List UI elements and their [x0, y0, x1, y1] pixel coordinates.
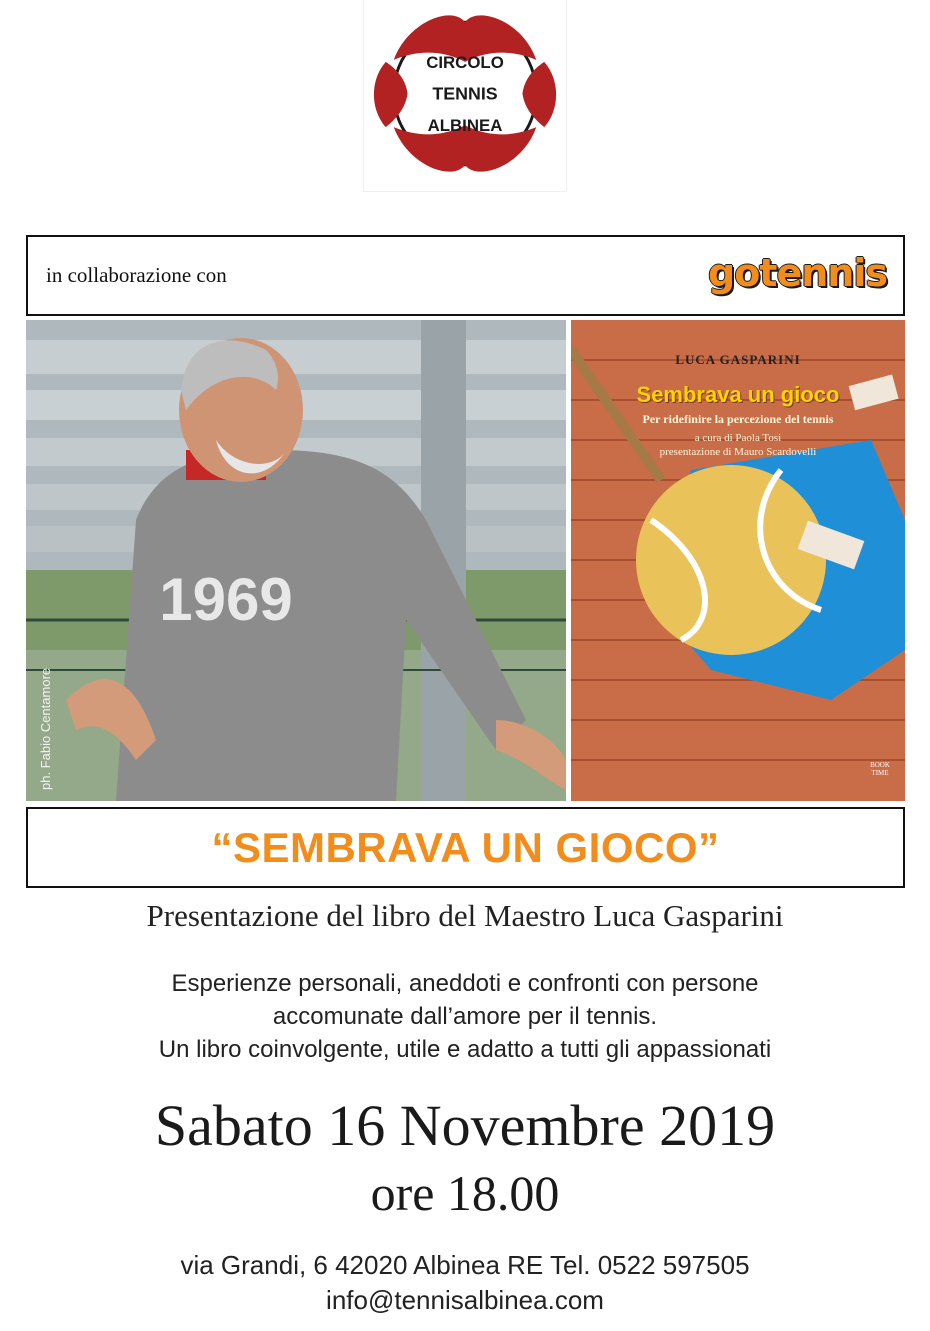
author-photo-illustration-icon: [26, 320, 566, 801]
event-time: ore 18.00: [370, 1165, 560, 1221]
photo-credit: ph. Fabio Centamore: [38, 667, 53, 790]
description-line-1: Esperienze personali, aneddoti e confronti con persone: [171, 970, 759, 997]
tennis-ball-logo-icon: [364, 0, 566, 191]
description-line-2: accomunate dall’amore per il tennis.: [272, 1003, 658, 1030]
contact-email[interactable]: info@tennisalbinea.com: [326, 1285, 604, 1315]
cover-foreword: presentazione di Mauro Scardovelli: [659, 446, 817, 458]
logo-text-circolo: CIRCOLO: [426, 52, 504, 72]
event-subtitle: Presentazione del libro del Maestro Luca Gasparini: [146, 898, 784, 933]
club-logo: [363, 0, 567, 192]
gotennis-logo: gotennis: [708, 251, 887, 295]
event-address: via Grandi, 6 42020 Albinea RE Tel. 0522 597505: [180, 1250, 750, 1280]
sweater-text: 1969: [159, 566, 293, 633]
cover-author: LUCA GASPARINI: [675, 352, 801, 367]
logo-text-tennis: TENNIS: [432, 83, 498, 104]
cover-subtitle: Per ridefinire la percezione del tennis: [642, 412, 834, 426]
event-title: “SEMBRAVA UN GIOCO”: [211, 823, 720, 871]
author-photo: [26, 320, 566, 801]
cover-title: Sembrava un gioco: [636, 382, 840, 407]
collaboration-box: [26, 235, 905, 316]
cover-editor: a cura di Paola Tosi: [694, 432, 782, 444]
event-title-box: [26, 807, 905, 888]
description-line-3: Un libro coinvolgente, utile e adatto a tutti gli appassionati: [158, 1036, 772, 1063]
logo-text-albinea: ALBINEA: [427, 116, 503, 136]
event-date: Sabato 16 Novembre 2019: [154, 1093, 776, 1158]
collaboration-label: in collaborazione con: [46, 263, 227, 287]
publisher-logo: BOOK TIME: [870, 761, 890, 777]
book-cover: [571, 320, 905, 801]
